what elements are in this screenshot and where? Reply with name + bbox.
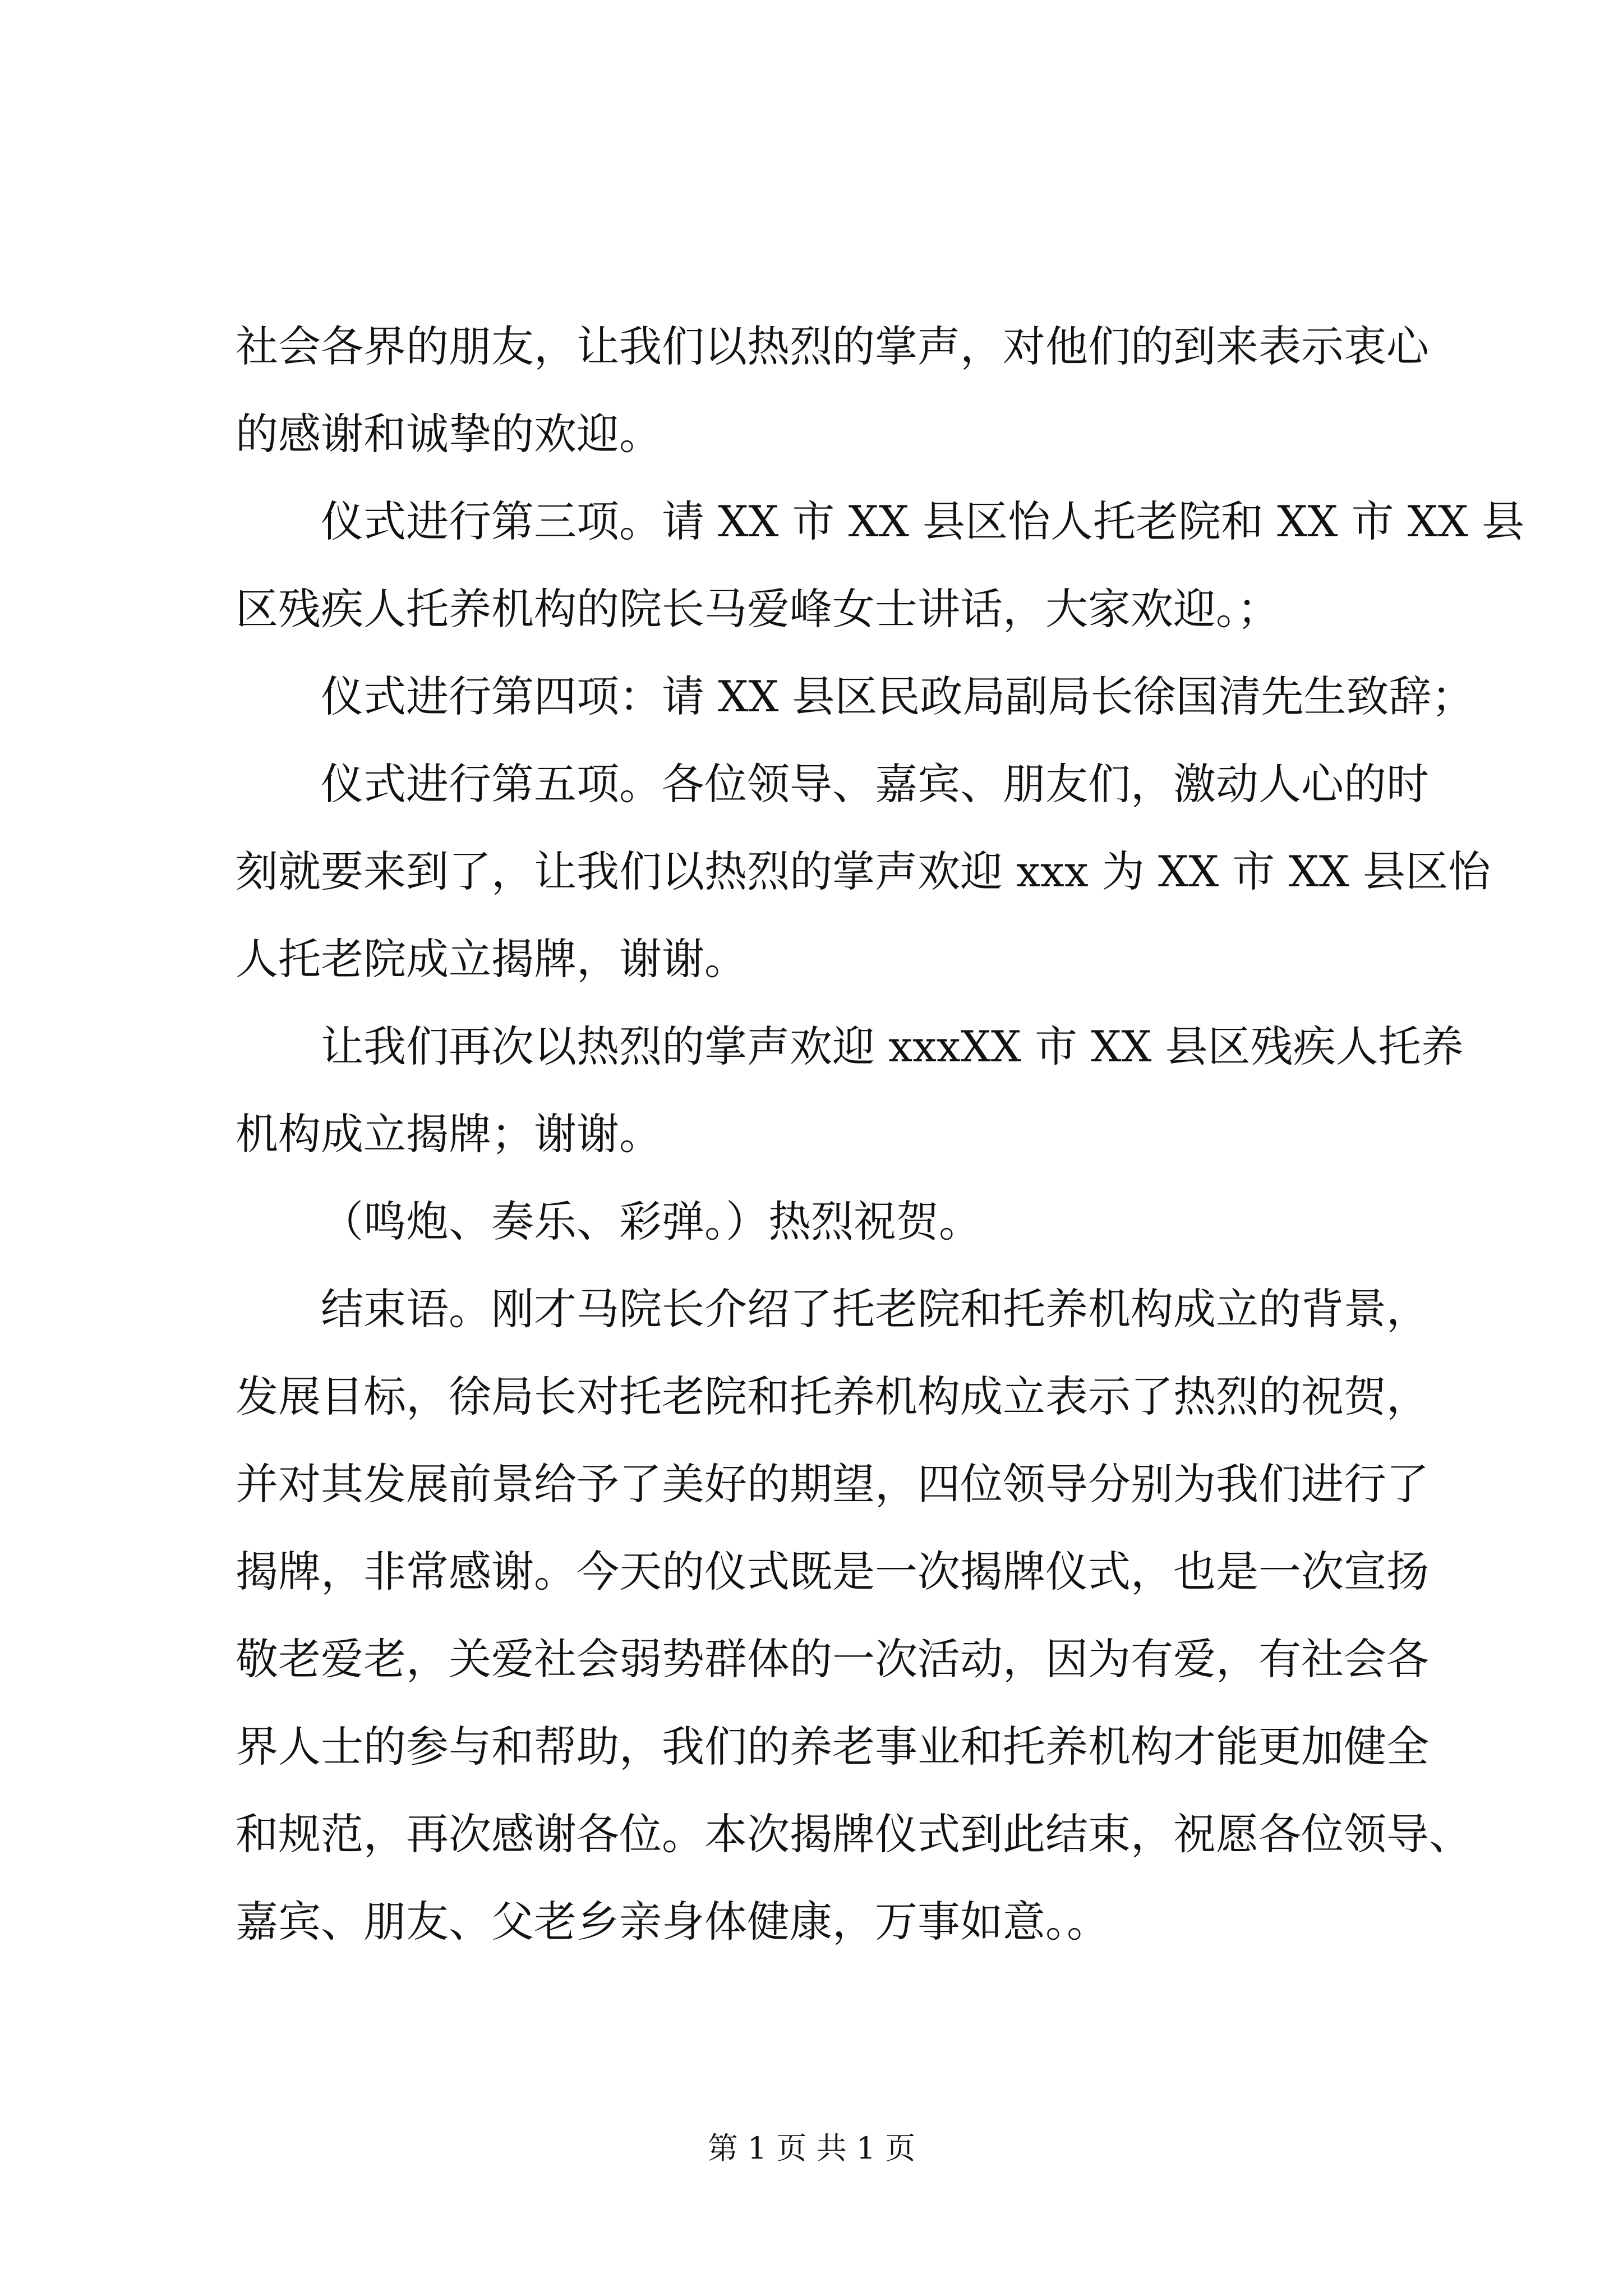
text-line: 结束语。刚才马院长介绍了托老院和托养机构成立的背景， <box>321 1284 1429 1334</box>
text-line: 敬老爱老，关爱社会弱势群体的一次活动，因为有爱，有社会各 <box>236 1634 1429 1684</box>
text-line: 让我们再次以热烈的掌声欢迎 xxxXX 市 XX 县区残疾人托养 <box>321 1022 1464 1071</box>
document-body <box>236 303 1525 1966</box>
text-line: 仪式进行第四项：请 XX 县区民政局副局长徐国清先生致辞； <box>321 671 1474 721</box>
text-line: 人托老院成立揭牌，谢谢。 <box>236 934 747 984</box>
page-number-footer: 第 1 页 共 1 页 <box>707 2131 916 2166</box>
text-line: 机构成立揭牌；谢谢。 <box>236 1109 662 1159</box>
text-line: 的感谢和诚挚的欢迎。 <box>236 409 662 459</box>
text-line: 区残疾人托养机构的院长马爱峰女士讲话，大家欢迎。； <box>236 584 1280 634</box>
text-line: 社会各界的朋友，让我们以热烈的掌声，对他们的到来表示衷心 <box>236 321 1429 371</box>
text-line: 仪式进行第三项。请 XX 市 XX 县区怡人托老院和 XX 市 XX 县 <box>321 496 1525 546</box>
text-line: 并对其发展前景给予了美好的期望，四位领导分别为我们进行了 <box>236 1459 1429 1509</box>
text-line: 发展目标，徐局长对托老院和托养机构成立表示了热烈的祝贺， <box>236 1372 1429 1421</box>
text-line: 和规范，再次感谢各位。本次揭牌仪式到此结束，祝愿各位领导、 <box>236 1809 1472 1859</box>
text-line: 仪式进行第五项。各位领导、嘉宾、朋友们，激动人心的时 <box>321 759 1429 809</box>
paragraph <box>236 1178 1419 1266</box>
paragraph <box>236 1266 1472 1966</box>
text-line: 刻就要来到了，让我们以热烈的掌声欢迎 xxx 为 XX 市 XX 县区怡 <box>236 846 1491 896</box>
paragraph <box>236 653 1474 740</box>
paragraph <box>236 478 1525 653</box>
text-line: 界人士的参与和帮助，我们的养老事业和托养机构才能更加健全 <box>236 1722 1429 1772</box>
paragraph <box>236 740 1491 1003</box>
paragraph <box>236 1003 1464 1178</box>
paragraph <box>236 303 1429 478</box>
text-line: 嘉宾、朋友、父老乡亲身体健康，万事如意。。 <box>236 1897 1109 1947</box>
text-line: （鸣炮、奏乐、彩弹。）热烈祝贺。 <box>321 1197 981 1246</box>
text-line: 揭牌，非常感谢。今天的仪式既是一次揭牌仪式，也是一次宣扬 <box>236 1547 1429 1596</box>
